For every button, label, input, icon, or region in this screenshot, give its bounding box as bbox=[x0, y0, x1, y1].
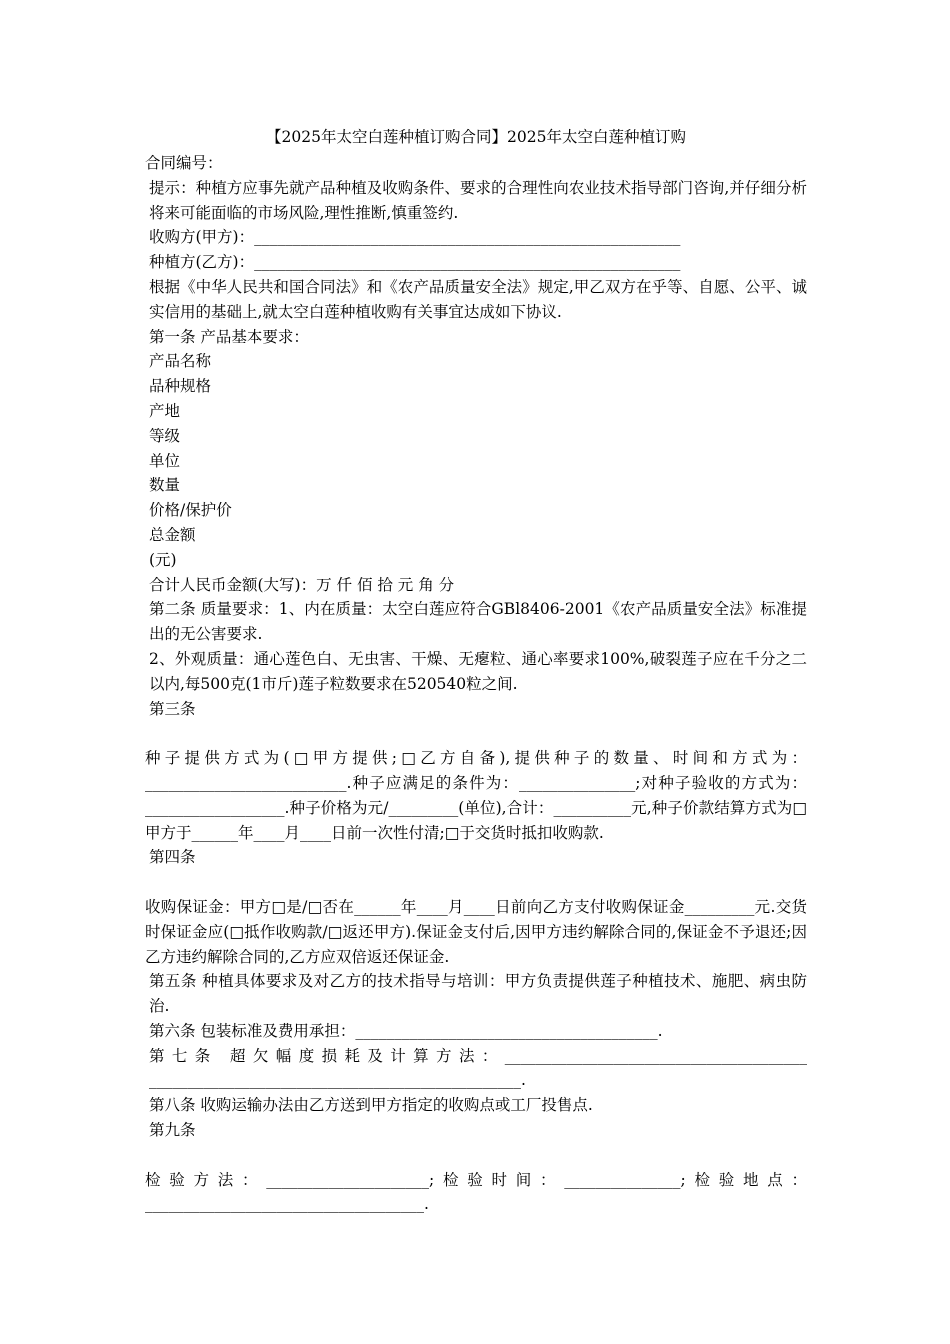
paragraph: 产地 bbox=[149, 401, 181, 420]
paragraph: 单位 bbox=[149, 451, 181, 470]
paragraph: 产品名称 bbox=[149, 352, 212, 371]
blank-line bbox=[145, 870, 807, 895]
paragraph: 种植方(乙方)：_______________________________________________________ bbox=[149, 253, 681, 272]
paragraph: 总金额 bbox=[149, 525, 196, 544]
paragraph: 第四条 bbox=[149, 848, 196, 867]
paragraph: 第七条 超欠幅度损耗及计算方法：_______________________________________ ________________________________________________. bbox=[149, 1046, 807, 1090]
paragraph: 第九条 bbox=[149, 1121, 196, 1140]
paragraph: 提示：种植方应事先就产品种植及收购条件、要求的合理性向农业技术指导部门咨询,并仔细分析将来可能面临的市场风险,理性推断,慎重签约. bbox=[149, 178, 807, 222]
paragraph: 第三条 bbox=[149, 699, 196, 718]
paragraph: 种子提供方式为(□甲方提供;□乙方自备),提供种子的数量、时间和方式为：__________________________.种子应满足的条件为：_______________;对种子验收的方式为：__________________.种子价格为元/_________(单位),合计：__________元,种子价款结算方式为□甲方于______年____月____日前一次性付清;□于交货时抵扣收购款. bbox=[145, 749, 807, 842]
paragraph: 2、外观质量：通心莲色白、无虫害、干燥、无瘪粒、通心率要求100%,破裂莲子应在千分之二以内,每500克(1市斤)莲子粒数要求在520540粒之间. bbox=[149, 649, 807, 693]
paragraph: 合计人民币金额(大写)：万 仟 佰 拾 元 角 分 bbox=[149, 575, 455, 594]
paragraph: 第八条 收购运输办法由乙方送到甲方指定的收购点或工厂投售点. bbox=[149, 1096, 593, 1115]
document-body bbox=[145, 151, 807, 1217]
paragraph: (元) bbox=[149, 550, 177, 569]
paragraph: 检验方法：_____________________;检验时间：_______________;检验地点：____________________________________. bbox=[145, 1170, 807, 1214]
paragraph: 收购保证金：甲方□是/□否在______年____月____日前向乙方支付收购保证金_________元.交货时保证金应(□抵作收购款/□返还甲方).保证金支付后,因甲方违约解除合同的,保证金不予退还;因乙方违约解除合同的,乙方应双倍返还保证金. bbox=[145, 897, 807, 966]
paragraph: 根据《中华人民共和国合同法》和《农产品质量安全法》规定,甲乙双方在乎等、自愿、公平、诚实信用的基础上,就太空白莲种植收购有关事宜达成如下协议. bbox=[149, 277, 807, 321]
blank-line bbox=[145, 1143, 807, 1168]
paragraph: 价格/保护价 bbox=[149, 501, 232, 520]
paragraph: 收购方(甲方)：_______________________________________________________ bbox=[149, 228, 681, 247]
paragraph: 第一条 产品基本要求： bbox=[149, 327, 309, 346]
blank-line bbox=[145, 721, 807, 746]
paragraph: 品种规格 bbox=[149, 377, 212, 396]
paragraph: 第六条 包装标准及费用承担：_______________________________________. bbox=[149, 1021, 663, 1040]
document-title: 【2025年太空白莲种植订购合同】2025年太空白莲种植订购 bbox=[266, 128, 686, 146]
paragraph: 数量 bbox=[149, 476, 181, 495]
paragraph: 等级 bbox=[149, 426, 181, 445]
paragraph: 合同编号： bbox=[145, 154, 223, 172]
paragraph: 第五条 种植具体要求及对乙方的技术指导与培训：甲方负责提供莲子种植技术、施肥、病虫防治. bbox=[149, 972, 807, 1016]
paragraph: 第二条 质量要求：1、内在质量：太空白莲应符合GBl8406-2001《农产品质量安全法》标准提出的无公害要求. bbox=[149, 600, 807, 644]
